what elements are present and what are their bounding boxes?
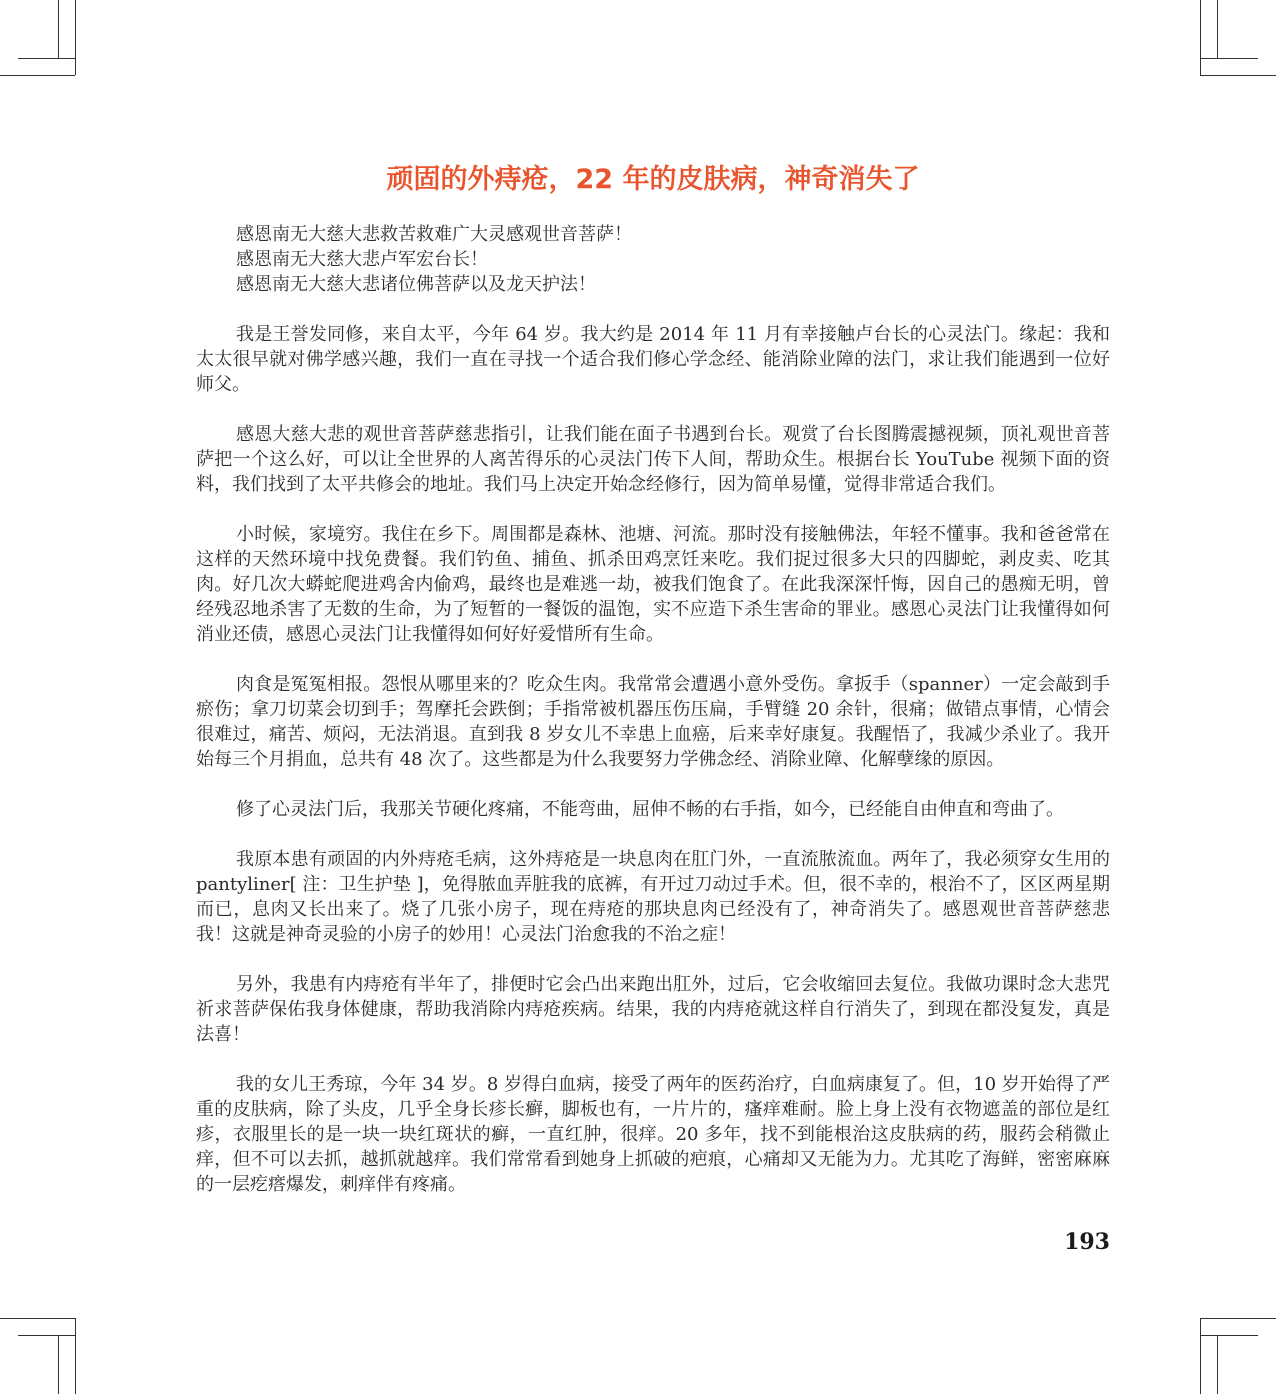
paragraph: 感恩大慈大悲的观世音菩萨慈悲指引，让我们能在面子书遇到台长。观赏了台长图腾震撼视频，顶礼观世音菩萨把一个这么好，可以让全世界的人离苦得乐的心灵法门传下人间，帮助众生。根据台长 YouTube 视频下面的资料，我们找到了太平共修会的地址。我们马上决定开始念经修行，因为简单易懂，觉得非常适合我们。 [196, 424, 1110, 495]
page-number: 193 [1064, 1229, 1110, 1255]
article-body [196, 222, 1110, 1222]
paragraph: 修了心灵法门后，我那关节硬化疼痛，不能弯曲，屈伸不畅的右手指，如今，已经能自由伸直和弯曲了。 [236, 799, 1064, 820]
paragraph: 肉食是冤冤相报。怨恨从哪里来的？吃众生肉。我常常会遭遇小意外受伤。拿扳手（spanner）一定会敲到手瘀伤；拿刀切菜会切到手；驾摩托会跌倒；手指常被机器压伤压扁，手臂缝 20 余针，很痛；做错点事情，心情会很难过，痛苦、烦闷，无法消退。直到我 8 岁女儿不幸患上血癌，后来幸好康复。我醒悟了，我减少杀业了。我开始每三个月捐血，总共有 48 次了。这些都是为什么我要努力学佛念经、消除业障、化解孽缘的原因。 [196, 674, 1110, 770]
invocation-line: 感恩南无大慈大悲诸位佛菩萨以及龙天护法！ [236, 274, 596, 295]
invocation-block [196, 222, 1110, 297]
invocation-line: 感恩南无大慈大悲救苦救难广大灵感观世音菩萨！ [236, 224, 632, 245]
article-title: 顽固的外痔疮，22 年的皮肤病，神奇消失了 [386, 164, 920, 195]
paragraph: 另外，我患有内痔疮有半年了，排便时它会凸出来跑出肛外，过后，它会收缩回去复位。我做功课时念大悲咒祈求菩萨保佑我身体健康，帮助我消除内痔疮疾病。结果，我的内痔疮就这样自行消失了，到现在都没复发，真是法喜！ [196, 974, 1110, 1045]
paragraph: 小时候，家境穷。我住在乡下。周围都是森林、池塘、河流。那时没有接触佛法，年轻不懂事。我和爸爸常在这样的天然环境中找免费餐。我们钓鱼、捕鱼、抓杀田鸡烹饪来吃。我们捉过很多大只的四脚蛇，剥皮卖、吃其肉。好几次大蟒蛇爬进鸡舍内偷鸡，最终也是难逃一劫，被我们饱食了。在此我深深忏悔，因自己的愚痴无明，曾经残忍地杀害了无数的生命，为了短暂的一餐饭的温饱，实不应造下杀生害命的罪业。感恩心灵法门让我懂得如何消业还债，感恩心灵法门让我懂得如何好好爱惜所有生命。 [196, 524, 1110, 645]
paragraph: 我的女儿王秀琼，今年 34 岁。8 岁得白血病，接受了两年的医药治疗，白血病康复了。但，10 岁开始得了严重的皮肤病，除了头皮，几乎全身长疹长癣，脚板也有，一片片的，瘙痒难耐。脸上身上没有衣物遮盖的部位是红疹，衣服里长的是一块一块红斑状的癣，一直红肿，很痒。20 多年，找不到能根治这皮肤病的药，服药会稍微止痒，但不可以去抓，越抓就越痒。我们常常看到她身上抓破的疤痕，心痛却又无能为力。尤其吃了海鲜，密密麻麻的一层疙瘩爆发，刺痒伴有疼痛。 [196, 1074, 1110, 1195]
invocation-line: 感恩南无大慈大悲卢军宏台长！ [236, 249, 488, 270]
paragraph: 我是王誉发同修，来自太平，今年 64 岁。我大约是 2014 年 11 月有幸接触卢台长的心灵法门。缘起：我和太太很早就对佛学感兴趣，我们一直在寻找一个适合我们修心学念经、能消除业障的法门，求让我们能遇到一位好师父。 [196, 324, 1110, 395]
paragraph: 我原本患有顽固的内外痔疮毛病，这外痔疮是一块息肉在肛门外，一直流脓流血。两年了，我必须穿女生用的 pantyliner[ 注：卫生护垫 ]，免得脓血弄脏我的底裤，有开过刀动过手术。但，很不幸的，根治不了，区区两星期而已，息肉又长出来了。烧了几张小房子，现在痔疮的那块息肉已经没有了，神奇消失了。感恩观世音菩萨慈悲我！这就是神奇灵验的小房子的妙用！心灵法门治愈我的不治之症！ [196, 849, 1110, 945]
